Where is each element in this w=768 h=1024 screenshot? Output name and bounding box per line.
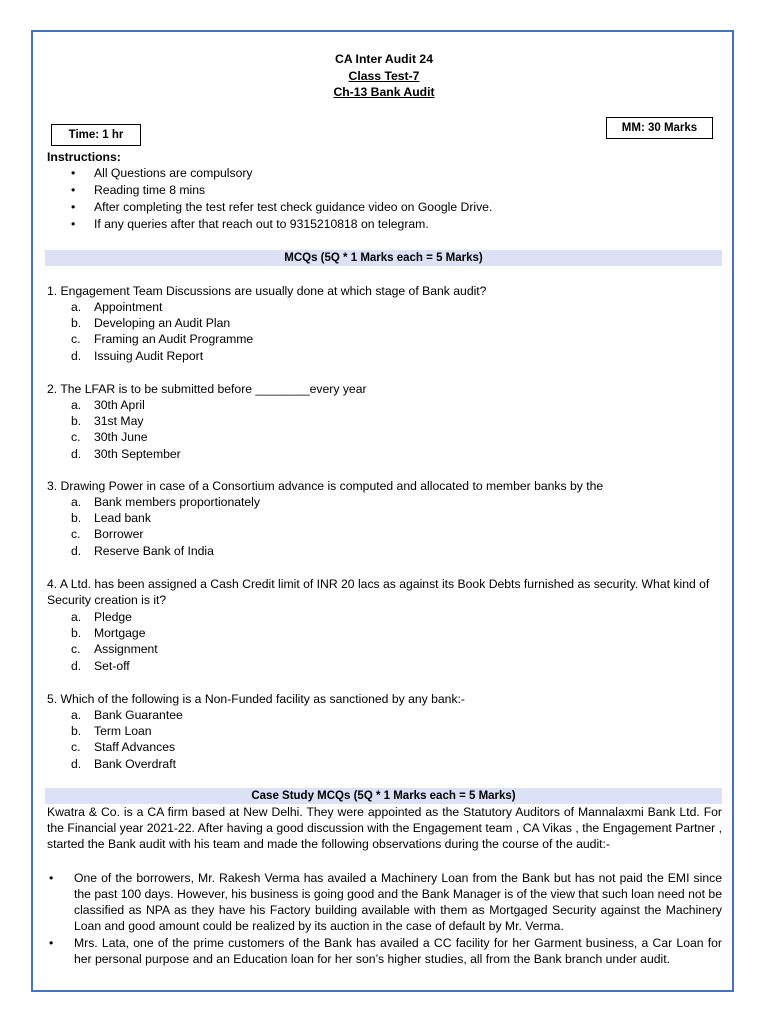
- question-2: 2. The LFAR is to be submitted before ________every year: [47, 382, 367, 396]
- question-4: 4. A Ltd. has been assigned a Cash Credit limit of INR 20 lacs as against its Book Debts furnished as security. What kind of Security creation is it?: [47, 577, 710, 607]
- time-box: Time: 1 hr: [51, 124, 141, 146]
- case-observation: • Mrs. Lata, one of the prime customers of the Bank has availed a CC facility for her Garment business, a Car Loan for her personal purpose and an Education loan for her son’s higher studies, all from the Bank branch under audit.: [49, 936, 722, 966]
- case-study-intro: Kwatra & Co. is a CA firm based at New Delhi. They were appointed as the Statutory Auditors of Mannalaxmi Bank Ltd. For the Financial year 2021-22. After having a good discussion with the Engagement team , CA Vikas , the Engagement Partner , started the Bank audit with his team and made the following observations during the course of the audit:-: [47, 805, 722, 851]
- instructions-heading: Instructions:: [47, 150, 121, 164]
- question-1: 1. Engagement Team Discussions are usually done at which stage of Bank audit?: [47, 284, 487, 298]
- case-observation: • One of the borrowers, Mr. Rakesh Verma has availed a Machinery Loan from the Bank but has not paid the EMI since the past 100 days. However, his business is going good and the Bank Manager is of the view that such loan need not be classified as NPA as they have his Factory building available with them as Mortgaged Security against the Machinery Loan and good amount could be realized by its auction in the case of default by Mr. Verma.: [49, 871, 722, 933]
- doc-chapter: Ch-13 Bank Audit: [333, 85, 435, 99]
- mcq-section-heading: MCQs (5Q * 1 Marks each = 5 Marks): [45, 250, 722, 266]
- question-3: 3. Drawing Power in case of a Consortium advance is computed and allocated to member banks by the: [47, 479, 604, 493]
- case-study-heading: Case Study MCQs (5Q * 1 Marks each = 5 Marks): [45, 788, 722, 804]
- max-marks-box: MM: 30 Marks: [606, 117, 713, 139]
- doc-title: CA Inter Audit 24: [335, 52, 433, 66]
- doc-subtitle: Class Test-7: [348, 69, 420, 83]
- question-5: 5. Which of the following is a Non-Funded facility as sanctioned by any bank:-: [47, 692, 465, 706]
